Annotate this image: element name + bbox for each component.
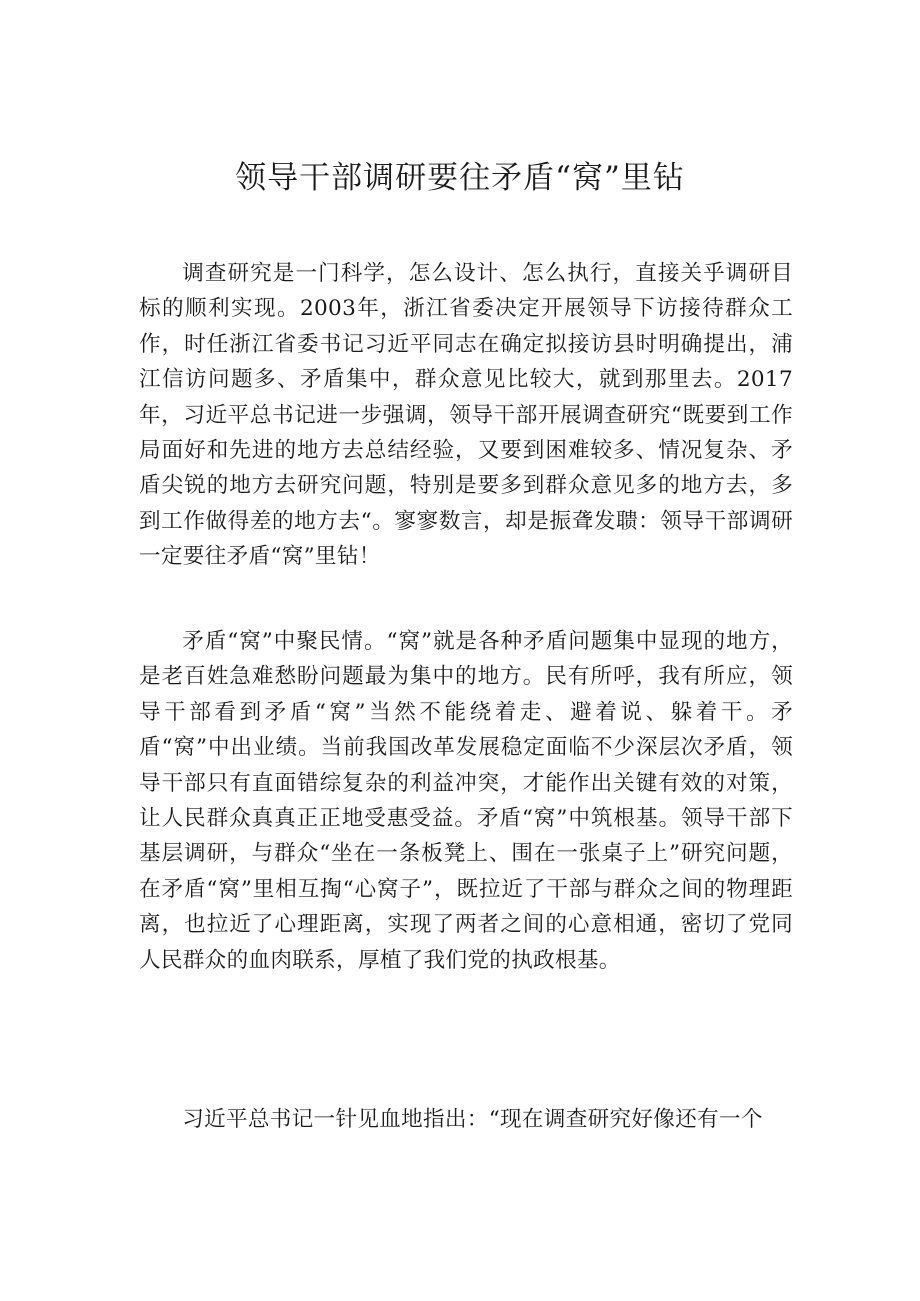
paragraph-3: 习近平总书记一针见血地指出：“现在调查研究好像还有一个 <box>182 1107 763 1132</box>
paragraph-2: 矛盾“窝”中聚民情。“窝”就是各种矛盾问题集中显现的地方，是老百姓急难愁盼问题最为集中的地方。民有所呼，我有所应，领导干部看到矛盾“窝”当然不能绕着走、避着说、躲着干。矛盾“窝”中出业绩。当前我国改革发展稳定面临不少深层次矛盾，领导干部只有直面错综复杂的利益冲突，才能作出关键有效的对策，让人民群众真真正正地受惠受益。矛盾“窝”中筑根基。领导干部下基层调研，与群众“坐在一条板凳上、围在一张桌子上”研究问题，在矛盾“窝”里相互掏“心窝子”，既拉近了干部与群众之间的物理距离，也拉近了心理距离，实现了两者之间的心意相通，密切了党同人民群众的血肉联系，厚植了我们党的执政根基。 <box>139 629 793 973</box>
document-title: 领导干部调研要往矛盾“窝”里钻 <box>235 160 685 196</box>
paragraph-1: 调查研究是一门科学，怎么设计、怎么执行，直接关乎调研目标的顺利实现。2003年，浙江省委决定开展领导下访接待群众工作，时任浙江省委书记习近平同志在确定拟接访县时明确提出，浦江信访问题多、矛盾集中，群众意见比较大，就到那里去。2017年，习近平总书记进一步强调，领导干部开展调查研究“既要到工作局面好和先进的地方去总结经验，又要到困难较多、情况复杂、矛盾尖锐的地方去研究问题，特别是要多到群众意见多的地方去，多到工作做得差的地方去“。寥寥数言，却是振聋发聩：领导干部调研一定要往矛盾“窝”里钻！ <box>139 261 793 570</box>
